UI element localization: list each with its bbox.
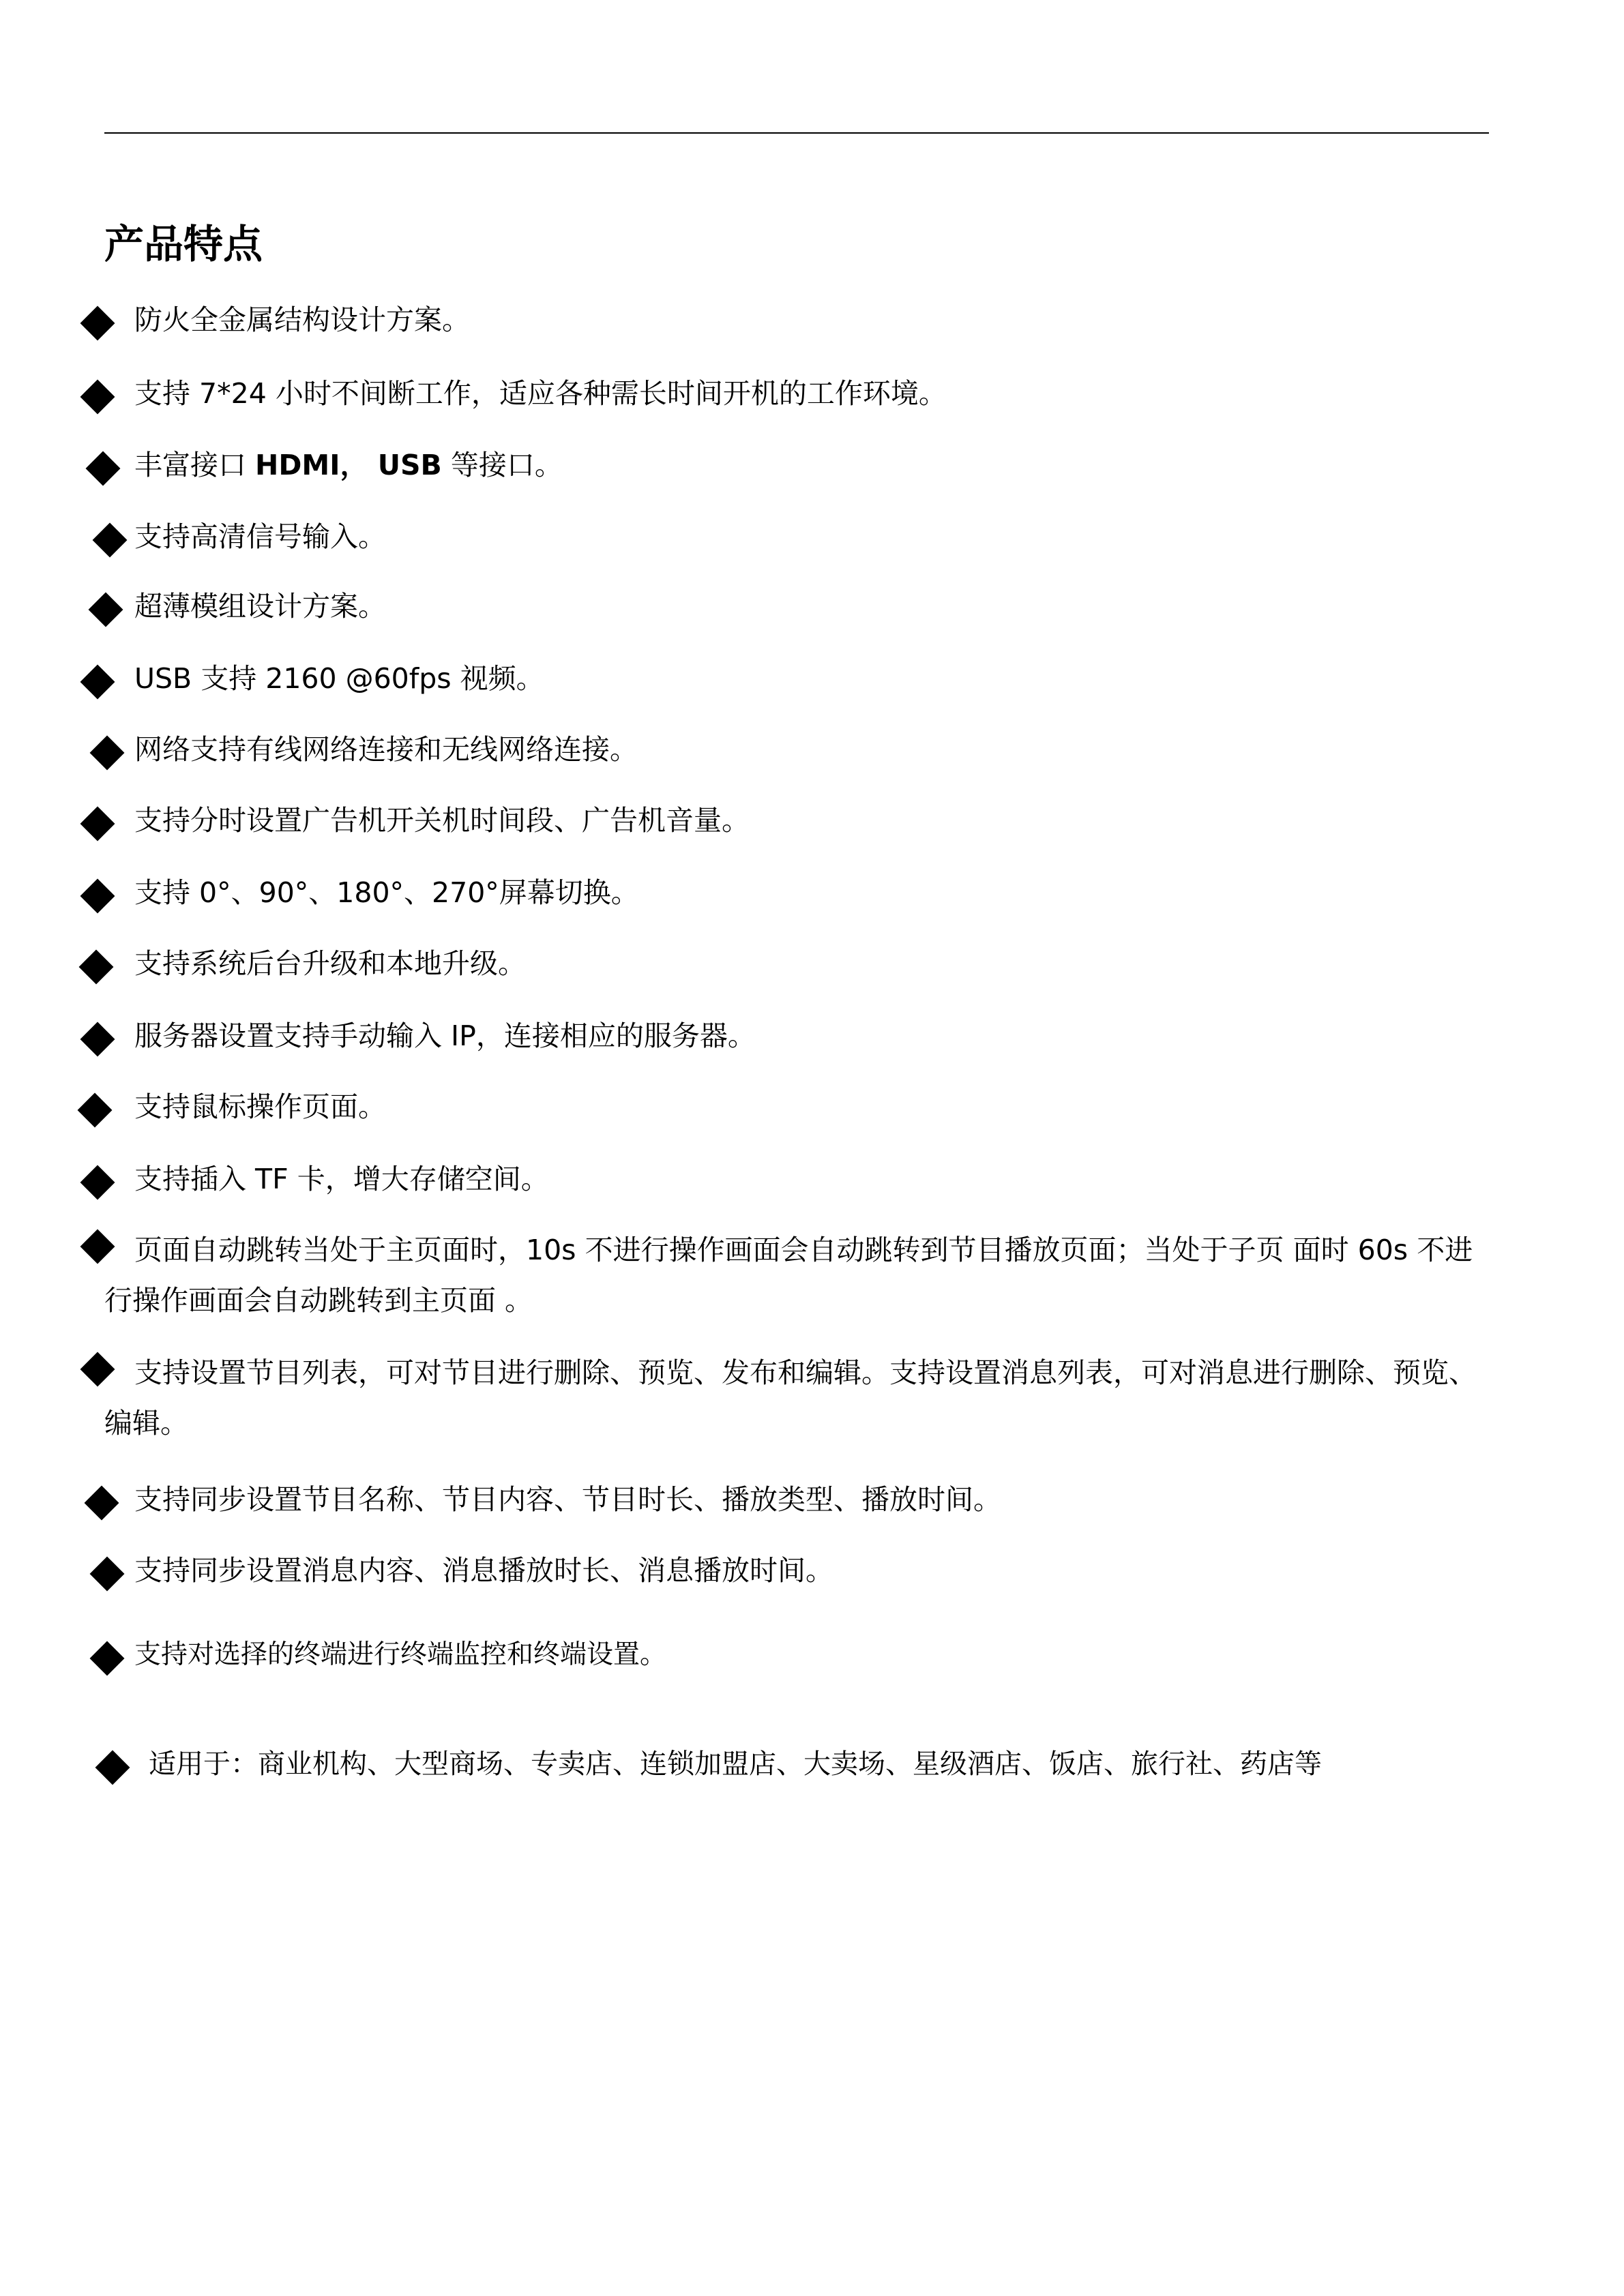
diamond-bullet-icon [80,807,115,841]
section-title: 产品特点 [104,221,263,267]
feature-item [85,1474,1497,1525]
diamond-bullet-icon [80,665,115,700]
diamond-bullet-icon [80,306,115,341]
feature-item [85,1630,1497,1680]
feature-text-pre: 丰富接口 [134,449,256,481]
interface-names: HDMI， USB [255,449,442,481]
diamond-bullet-icon [89,593,123,627]
feature-item [85,1011,1497,1061]
diamond-bullet-icon [80,380,115,415]
feature-text: 网络支持有线网络连接和无线网络连接。 [134,733,638,766]
feature-item [85,1225,1497,1326]
feature-text: 支持分时设置广告机开关机时间段、广告机音量。 [134,804,750,837]
diamond-bullet-icon [80,1022,115,1057]
diamond-bullet-icon [95,1750,130,1785]
feature-item [85,867,1497,918]
diamond-bullet-icon [93,523,128,558]
feature-text: 支持对选择的终端进行终端监控和终端设置。 [134,1639,667,1670]
diamond-bullet-icon [90,736,125,771]
diamond-bullet-icon [90,1557,125,1592]
feature-item [85,1739,1497,1789]
feature-item [85,1545,1497,1596]
diamond-bullet-icon [90,1641,125,1676]
feature-text: 防火全金属结构设计方案。 [134,303,470,336]
feature-item [85,1154,1497,1204]
feature-item [85,795,1497,846]
diamond-bullet-icon [80,879,115,914]
feature-text-post: 等接口。 [441,449,563,481]
diamond-bullet-icon [80,1165,115,1200]
feature-text: 适用于：商业机构、大型商场、专卖店、连锁加盟店、大卖场、星级酒店、饭店、旅行社、药店等 [149,1748,1322,1780]
diamond-bullet-icon [86,451,121,486]
feature-text: 支持设置节目列表，可对节目进行删除、预览、发布和编辑。支持设置消息列表，可对消息进行删除、预览、编辑。 [104,1356,1477,1440]
feature-item [85,368,1497,419]
feature-item [85,511,1497,562]
feature-text: 支持 0°、90°、180°、270°屏幕切换。 [134,876,639,909]
feature-item [85,938,1497,989]
feature-text: 支持鼠标操作页面。 [134,1090,386,1123]
feature-text: 支持 7*24 小时不间断工作，适应各种需长时间开机的工作环境。 [134,377,947,410]
feature-text: USB 支持 2160 @60fps 视频。 [134,662,544,695]
feature-text: 页面自动跳转当处于主页面时，10s 不进行操作画面会自动跳转到节目播放页面；当处于子页 面时 60s 不进行操作画面会自动跳转到主页面 。 [104,1234,1473,1317]
feature-text: 支持同步设置节目名称、节目内容、节目时长、播放类型、播放时间。 [134,1483,1001,1516]
feature-text: 服务器设置支持手动输入 IP，连接相应的服务器。 [134,1019,756,1052]
diamond-bullet-icon [79,950,114,985]
feature-item [85,724,1497,775]
feature-item [85,440,1497,490]
diamond-bullet-icon [78,1093,113,1128]
feature-item [85,581,1497,631]
feature-text: 超薄模组设计方案。 [134,590,386,623]
diamond-bullet-icon [85,1486,119,1521]
feature-item [85,1347,1497,1448]
feature-text: 支持系统后台升级和本地升级。 [134,947,526,980]
feature-text: 支持高清信号输入。 [134,520,386,553]
feature-item [85,1082,1497,1132]
feature-text [134,440,1497,490]
feature-item [85,295,1497,345]
feature-text: 支持同步设置消息内容、消息播放时长、消息播放时间。 [134,1554,833,1587]
feature-text: 支持插入 TF 卡，增大存储空间。 [134,1163,549,1195]
feature-item [85,653,1497,704]
